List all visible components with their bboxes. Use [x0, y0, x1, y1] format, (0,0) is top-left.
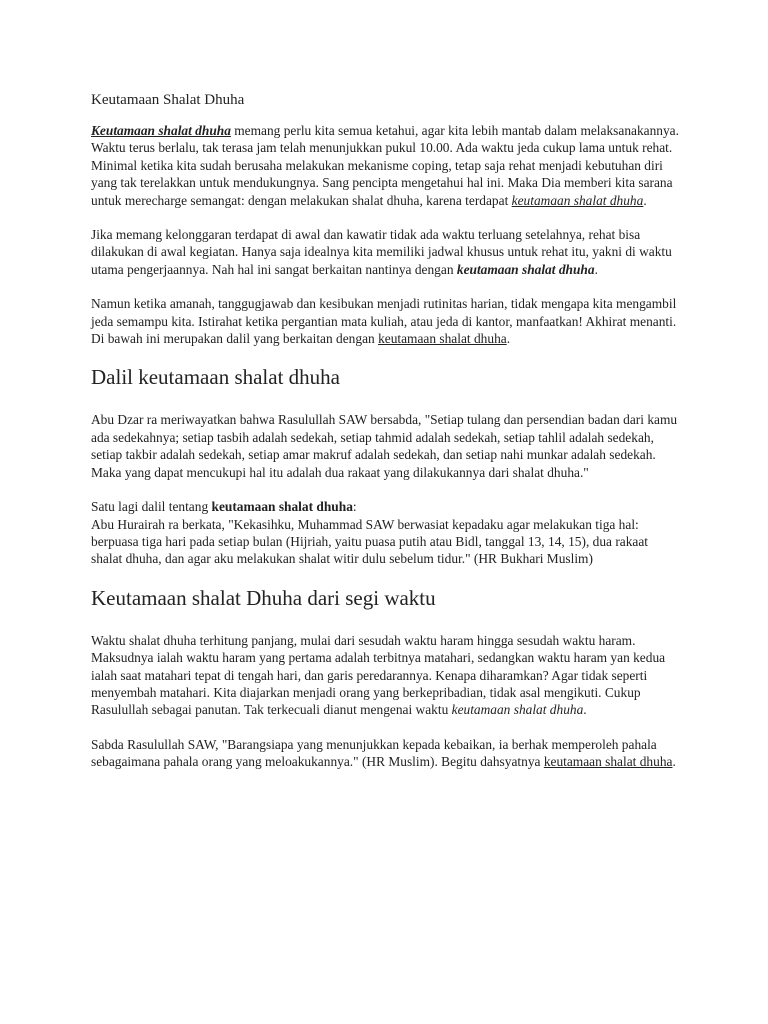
- paragraph-end: .: [643, 192, 647, 208]
- paragraph-busy: [91, 295, 681, 347]
- keyword-bold: keutamaan shalat dhuha: [211, 499, 353, 515]
- keyword-link[interactable]: keutamaan shalat dhuha: [543, 754, 673, 770]
- paragraph-text: Waktu shalat dhuha terhitung panjang, mulai dari sesudah waktu haram hingga sesudah waktu haram. Maksudnya ialah waktu haram yang pertama adalah terbitnya matahari, sedangkan waktu haram yan kedua ialah saat matahari tepat di tengah hari, dan garis peredarannya. Kenapa diharamkan? Agar tidak seperti menyembah matahari. Kita diajarkan menjadi orang yang berkepribadian, tidak asal mengikuti. Cukup Rasulullah sebagai panutan. Tak terkecuali dianut mengenai waktu: [91, 632, 666, 718]
- paragraph-rest: [91, 226, 681, 278]
- paragraph-hadith-abu-hurairah: [91, 498, 681, 568]
- keyword-link[interactable]: keutamaan shalat dhuha: [378, 331, 507, 347]
- paragraph-end: .: [506, 331, 511, 347]
- paragraph-sabda: [91, 736, 681, 771]
- document-body: [91, 90, 681, 788]
- keyword-emphasis: keutamaan shalat dhuha: [451, 702, 584, 718]
- paragraph-text: Abu Hurairah ra berkata, "Kekasihku, Muhammad SAW berwasiat kepadaku agar melakukan tiga hal: berpuasa tiga hari pada setiap bulan (Hijriah, yaitu puasa putih atau Bidl, tanggal 13, 14, 15), dua rakaat shalat dhuha, dan agar aku melakukan shalat witir dulu sebelum tidur." (HR Bukhari Muslim): [91, 516, 649, 567]
- keyword-link[interactable]: keutamaan shalat dhuha: [511, 192, 644, 208]
- paragraph-waktu: [91, 632, 681, 719]
- paragraph-end: .: [672, 754, 676, 770]
- paragraph-end: .: [583, 702, 587, 718]
- paragraph-hadith-abu-dzar: Abu Dzar ra meriwayatkan bahwa Rasulullah SAW bersabda, "Setiap tulang dan persendian badan dari kamu ada sedekahnya; setiap tasbih adalah sedekah, setiap tahmid adalah sedekah, setiap tahlil adalah sedekah, setiap takbir adalah sedekah, setiap amar makruf adalah sedekah, dan setiap nahi munkar adalah sedekah. Maka yang dapat mencukupi hal itu adalah dua rakaat yang dilakukannya dari shalat dhuha.": [91, 412, 678, 480]
- paragraph-intro: [91, 122, 681, 209]
- lead-keyword-link[interactable]: Keutamaan shalat dhuha: [91, 123, 231, 138]
- paragraph-end: .: [594, 261, 598, 277]
- paragraph-text: Sabda Rasulullah SAW, "Barangsiapa yang menunjukkan kepada kebaikan, ia berhak memperoleh pahala sebagaimana pahala orang yang meloakukannya." (HR Muslim). Begitu dahsyatnya: [91, 736, 657, 770]
- document-title: Keutamaan Shalat Dhuha: [91, 92, 245, 108]
- paragraph-colon: :: [352, 499, 357, 515]
- keyword-emphasis: keutamaan shalat dhuha: [456, 261, 595, 277]
- paragraph-text: memang perlu kita semua ketahui, agar kita lebih mantab dalam melaksanakannya. Waktu terus berlalu, tak terasa jam telah menunjukkan pukul 10.00. Ada waktu jeda cukup lama untuk rehat. Minimal ketika kita sudah berusaha melakukan mekanisme coping, tetap saja rehat menjadi kebutuhan diri yang tak terelakkan untuk mendukungnya. Sang pencipta mengetahui hal ini. Maka Dia memberi kita sarana untuk merecharge semangat: dengan melakukan shalat dhuha, karena terdapat: [91, 123, 679, 208]
- paragraph-text: Jika memang kelonggaran terdapat di awal dan kawatir tidak ada waktu terluang setelahnya, rehat bisa dilakukan di awal kegiatan. Hanya saja idealnya kita memiliki jadwal khusus untuk rehat itu, yakni di waktu utama pengerjaannya. Nah hal ini sangat berkaitan nantinya dengan: [91, 227, 672, 277]
- heading-waktu: Keutamaan shalat Dhuha dari segi waktu: [91, 585, 436, 610]
- paragraph-text: Namun ketika amanah, tanggugjawab dan kesibukan menjadi rutinitas harian, tidak mengapa kita mengambil jeda semampu kita. Istirahat ketika pergantian mata kuliah, atau jeda di kantor, manfaatkan! Akhirat menanti. Di bawah ini merupakan dalil yang berkaitan dengan: [91, 296, 677, 347]
- paragraph-intro-text: Satu lagi dalil tentang: [91, 499, 212, 515]
- heading-dalil: Dalil keutamaan shalat dhuha: [91, 365, 340, 390]
